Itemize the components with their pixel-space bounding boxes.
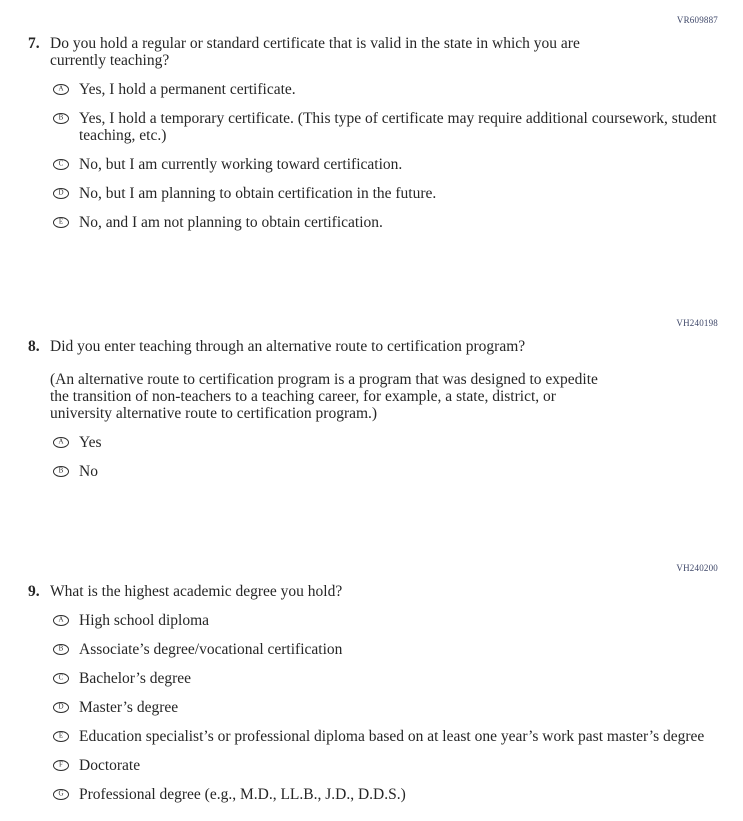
bubble-letter: A [58,437,64,446]
option-label: No, and I am not planning to obtain certification. [79,214,383,231]
question-9-option-f[interactable] [50,757,718,774]
answer-bubble-e-icon[interactable] [53,217,69,228]
option-label: Education specialist’s or professional diploma based on at least one year’s work past master’s degree [79,728,705,745]
option-label: Master’s degree [79,699,179,716]
question-7-options [50,81,718,231]
option-label: High school diploma [79,612,210,629]
question-8-definition-note: (An alternative route to certification program is a program that was designed to expedite the transition of non-teachers to a teaching career, for example, a state, district, or university alternative route to certification program.) [50,371,598,422]
question-8-options [50,434,718,480]
question-9-option-e[interactable] [50,728,718,745]
question-8-option-b[interactable] [50,463,718,480]
bubble-letter: A [58,615,64,624]
option-label: Yes, I hold a permanent certificate. [79,81,296,98]
answer-bubble-a-icon[interactable] [53,84,69,95]
option-label: Doctorate [79,757,141,774]
answer-bubble-a-icon[interactable] [53,615,69,626]
answer-bubble-d-icon[interactable] [53,188,69,199]
question-9-option-a[interactable] [50,612,718,629]
question-7-option-c[interactable] [50,156,718,173]
answer-bubble-b-icon[interactable] [53,466,69,477]
bubble-letter: D [58,188,64,197]
answer-bubble-c-icon[interactable] [53,159,69,170]
bubble-letter: D [58,702,64,711]
option-label: Bachelor’s degree [79,670,192,687]
answer-bubble-a-icon[interactable] [53,437,69,448]
question-7-accession-code: VR609887 [676,15,718,25]
question-8-text: Did you enter teaching through an alternative route to certification program? [50,338,526,355]
option-label: No, but I am currently working toward certification. [79,156,403,173]
question-7-option-a[interactable] [50,81,718,98]
question-7-option-d[interactable] [50,185,718,202]
option-label: Associate’s degree/vocational certification [79,641,343,658]
question-7-text: Do you hold a regular or standard certificate that is valid in the state in which you are currently teaching? [50,35,580,69]
bubble-letter: E [58,731,64,740]
bubble-letter: C [58,159,64,168]
question-7-option-b[interactable] [50,110,718,144]
question-9-option-d[interactable] [50,699,718,716]
question-9 [28,562,718,803]
option-label: Professional degree (e.g., M.D., LL.B., J.D., D.D.S.) [79,786,406,803]
bubble-letter: G [58,789,64,798]
bubble-letter: A [58,84,64,93]
question-7 [28,14,718,231]
question-9-accession-code: VH240200 [676,563,718,573]
bubble-letter: B [58,466,64,475]
question-9-option-b[interactable] [50,641,718,658]
option-label: No [79,463,98,480]
answer-bubble-b-icon[interactable] [53,644,69,655]
question-8-accession-code: VH240198 [676,318,718,328]
question-9-text: What is the highest academic degree you hold? [50,583,343,600]
option-label: Yes [79,434,102,451]
question-8 [28,317,718,480]
answer-bubble-e-icon[interactable] [53,731,69,742]
bubble-letter: B [58,113,64,122]
option-label: No, but I am planning to obtain certification in the future. [79,185,437,202]
question-9-number: 9. [28,583,40,600]
question-7-option-e[interactable] [50,214,718,231]
question-8-number: 8. [28,338,40,355]
question-9-option-g[interactable] [50,786,718,803]
question-7-number: 7. [28,35,40,52]
question-9-option-c[interactable] [50,670,718,687]
bubble-letter: B [58,644,64,653]
question-9-options [50,612,718,803]
answer-bubble-d-icon[interactable] [53,702,69,713]
answer-bubble-f-icon[interactable] [53,760,69,771]
bubble-letter: C [58,673,64,682]
question-8-option-a[interactable] [50,434,718,451]
answer-bubble-b-icon[interactable] [53,113,69,124]
answer-bubble-g-icon[interactable] [53,789,69,800]
answer-bubble-c-icon[interactable] [53,673,69,684]
option-label: Yes, I hold a temporary certificate. (This type of certificate may require additional coursework, student teaching, etc.) [79,110,717,144]
bubble-letter: E [58,217,64,226]
bubble-letter: F [59,760,63,769]
